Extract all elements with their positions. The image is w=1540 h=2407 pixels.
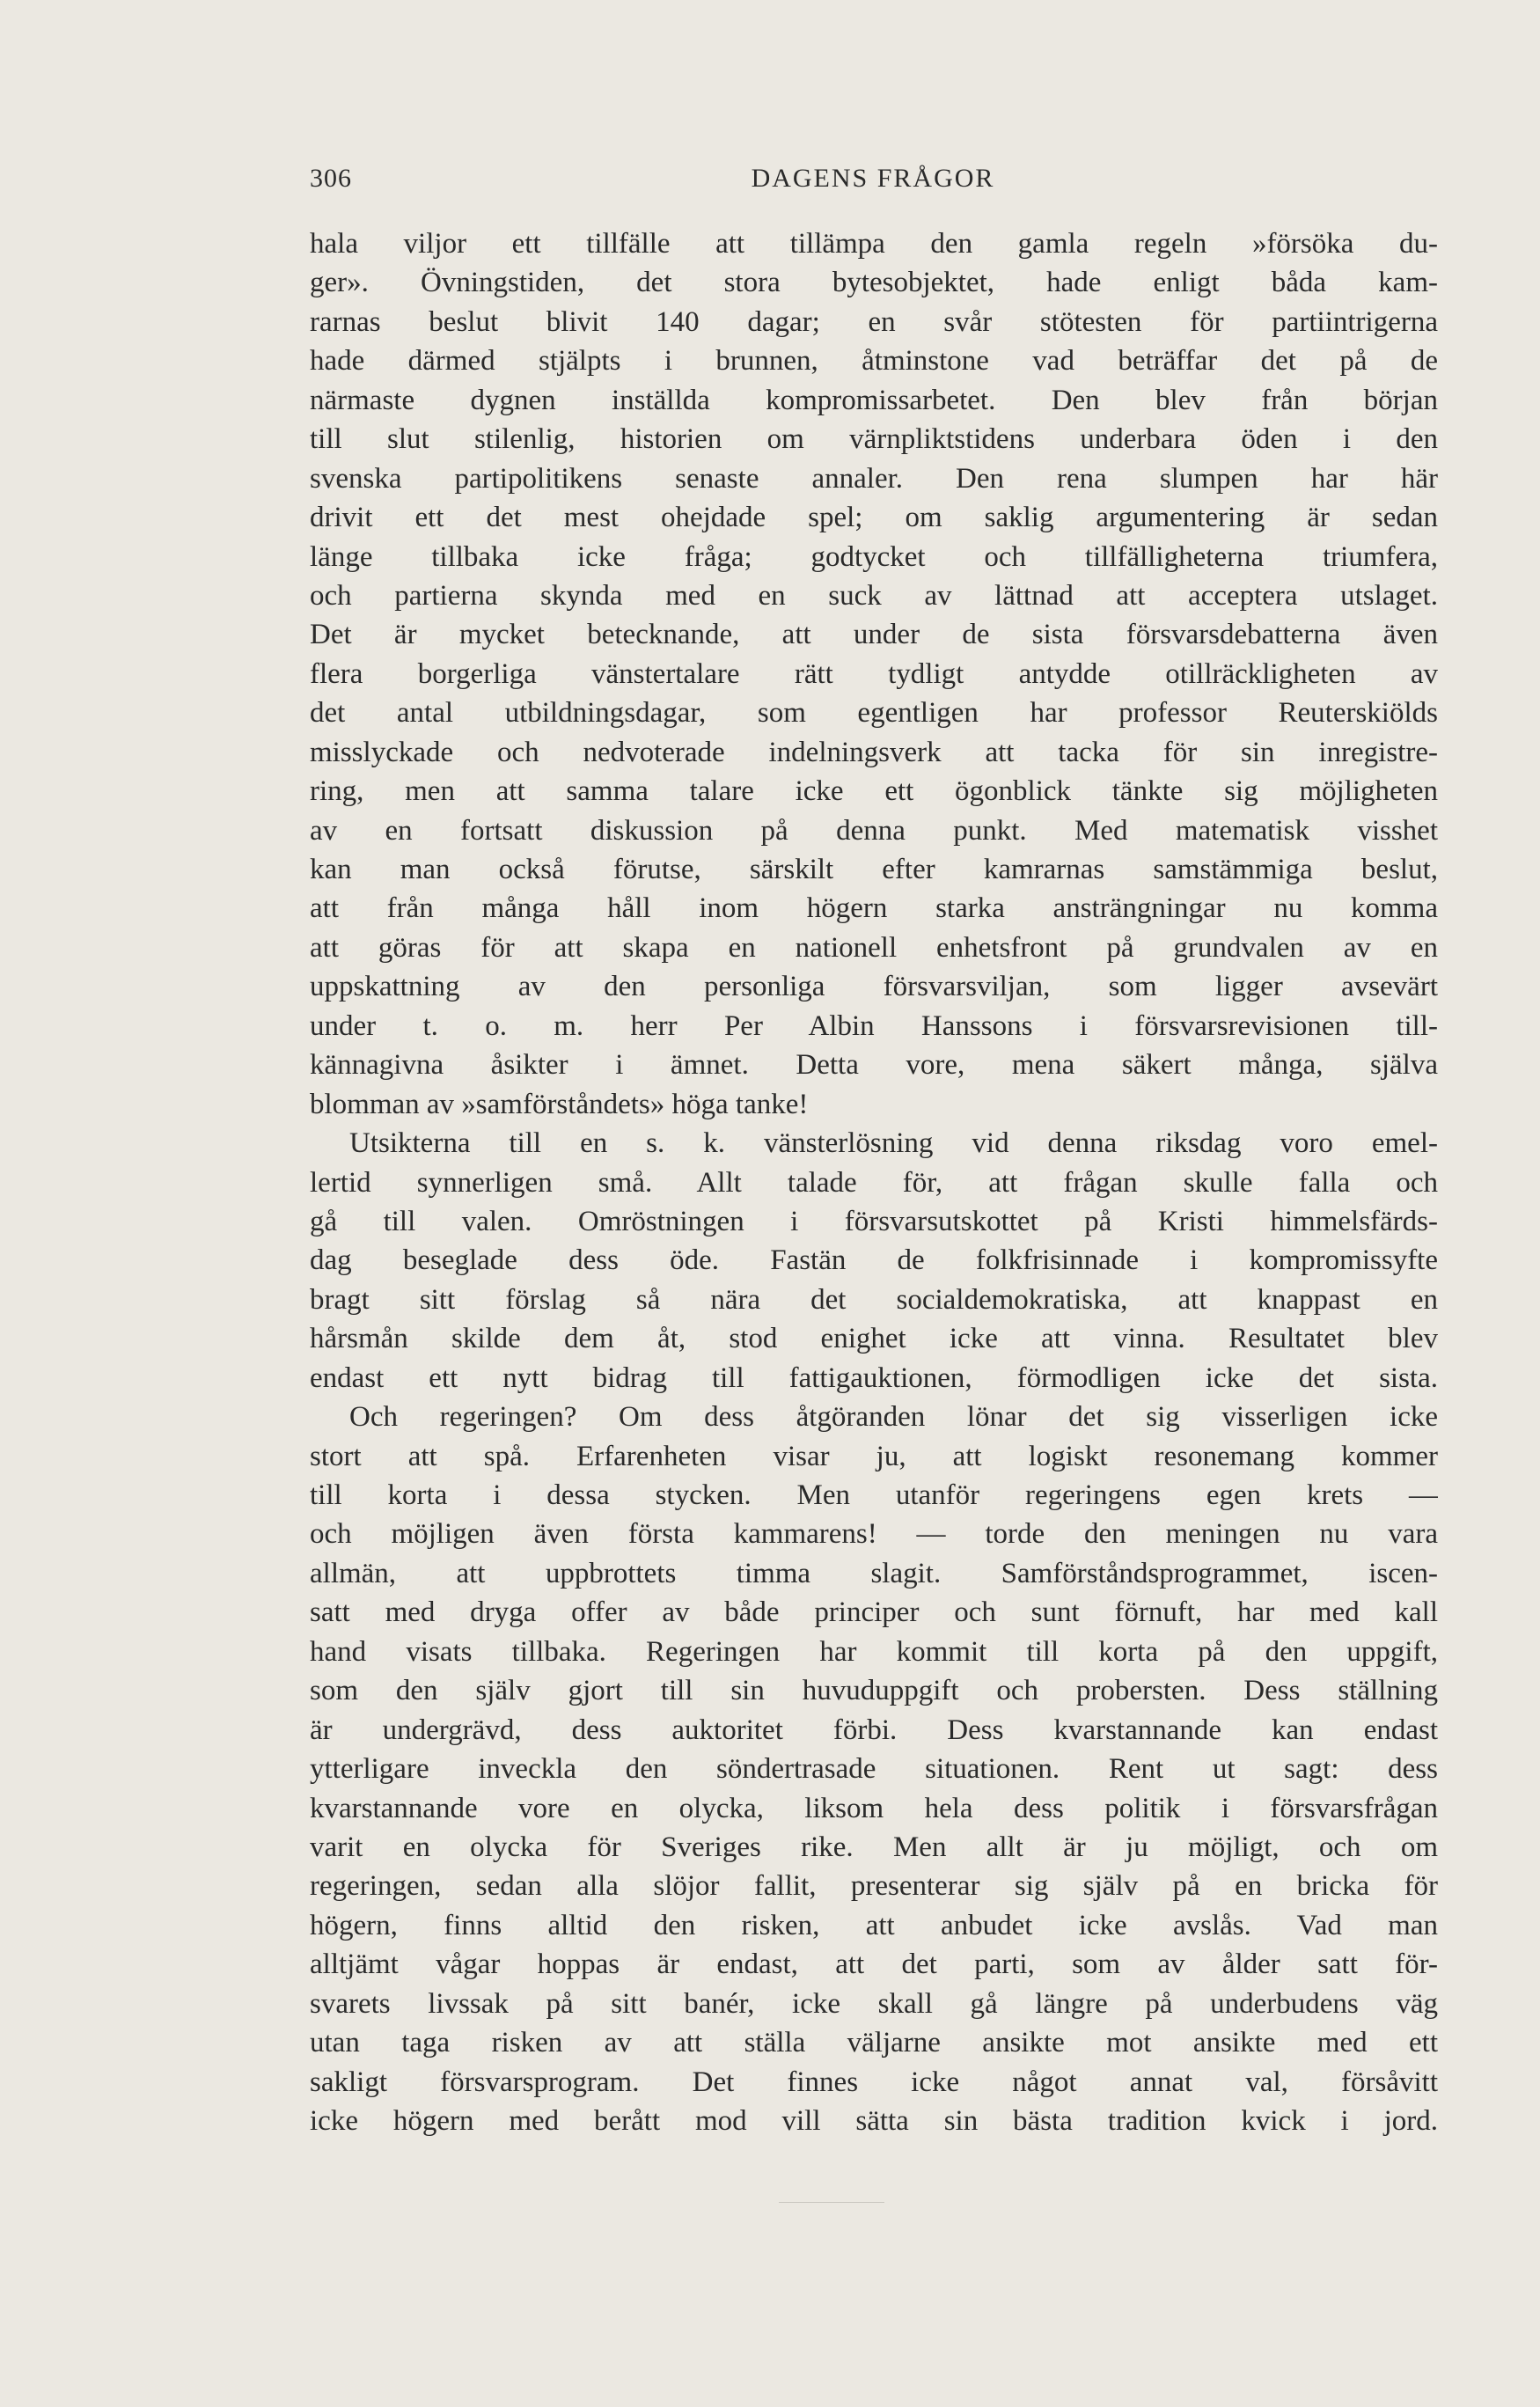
text-line: ring, men att samma talare icke ett ögonblick tänkte sig möjligheten [310, 775, 1438, 808]
text-line: drivit ett det mest ohejdade spel; om saklig argumentering är sedan [310, 502, 1438, 534]
text-line: hala viljor ett tillfälle att tillämpa den gamla regeln »försöka du- [310, 228, 1438, 260]
text-line: satt med dryga offer av både principer och sunt förnuft, har med kall [310, 1596, 1438, 1629]
text-line: rarnas beslut blivit 140 dagar; en svår stötesten för partiintrigerna [310, 305, 1438, 338]
text-line: kan man också förutse, särskilt efter kamrarnas samstämmiga beslut, [310, 854, 1438, 885]
text-line: regeringen, sedan alla slöjor fallit, presenterar sig själv på en bricka för [310, 1870, 1438, 1903]
text-line: uppskattning av den personliga försvarsviljan, som ligger avsevärt [310, 971, 1438, 1003]
text-line: alltjämt vågar hoppas är endast, att det parti, som av ålder satt för- [310, 1948, 1438, 1981]
text-line: Utsikterna till en s. k. vänsterlösning vid denna riksdag voro emel- [349, 1127, 1438, 1160]
text-line: stort att spå. Erfarenheten visar ju, att logiskt resonemang kommer [310, 1440, 1438, 1472]
text-line: endast ett nytt bidrag till fattigauktionen, förmodligen icke det sista. [310, 1361, 1438, 1394]
text-line: till slut stilenlig, historien om värnpliktstidens underbara öden i den [310, 423, 1438, 456]
text-line: lertid synnerligen små. Allt talade för, att frågan skulle falla och [310, 1166, 1438, 1199]
text-line: kännagivna åsikter i ämnet. Detta vore, mena säkert många, själva [310, 1049, 1438, 1082]
running-title: DAGENS FRÅGOR [751, 164, 995, 193]
page-number: 306 [310, 164, 352, 193]
text-line: av en fortsatt diskussion på denna punkt. Med matematisk visshet [310, 814, 1438, 847]
text-line: Och regeringen? Om dess åtgöranden lönar det sig visserligen icke [349, 1401, 1438, 1434]
text-line: är undergrävd, dess auktoritet förbi. Dess kvarstannande kan endast [310, 1714, 1438, 1746]
text-line: ytterligare inveckla den söndertrasade situationen. Rent ut sagt: dess [310, 1753, 1438, 1786]
text-line: högern, finns alltid den risken, att anbudet icke avslås. Vad man [310, 1909, 1438, 1941]
text-line: Det är mycket betecknande, att under de sista försvarsdebatterna även [310, 619, 1438, 651]
text-line: misslyckade och nedvoterade indelningsverk att tacka för sin inregistre- [310, 736, 1438, 768]
text-line: hårsmån skilde dem åt, stod enighet icke att vinna. Resultatet blev [310, 1323, 1438, 1355]
text-line: som den själv gjort till sin huvuduppgift och probersten. Dess ställning [310, 1675, 1438, 1707]
text-line: att från många håll inom högern starka ansträngningar nu komma [310, 892, 1438, 925]
text-line: under t. o. m. herr Per Albin Hanssons i försvarsrevisionen till- [310, 1009, 1438, 1042]
text-line: att göras för att skapa en nationell enhetsfront på grundvalen av en [310, 931, 1438, 964]
text-line: allmän, att uppbrottets timma slagit. Samförståndsprogrammet, iscen- [310, 1557, 1438, 1589]
text-line: det antal utbildningsdagar, som egentligen har professor Reuterskiölds [310, 697, 1438, 730]
text-line: icke högern med berått mod vill sätta sin bästa tradition kvick i jord. [310, 2105, 1438, 2137]
text-line: blomman av »samförståndets» höga tanke! [310, 1088, 809, 1120]
body-text [310, 224, 1438, 2140]
text-line: kvarstannande vore en olycka, liksom hela dess politik i försvarsfrågan [310, 1792, 1438, 1824]
bottom-divider [779, 2202, 884, 2203]
text-line: och partierna skynda med en suck av lättnad att acceptera utslaget. [310, 579, 1438, 612]
text-line: och möjligen även första kammarens! — torde den meningen nu vara [310, 1518, 1438, 1551]
text-line: dag beseglade dess öde. Fastän de folkfrisinnade i kompromissyfte [310, 1244, 1438, 1277]
text-line: varit en olycka för Sveriges rike. Men allt är ju möjligt, och om [310, 1831, 1438, 1863]
text-line: till korta i dessa stycken. Men utanför regeringens egen krets — [310, 1479, 1438, 1511]
text-line: svenska partipolitikens senaste annaler. Den rena slumpen har här [310, 462, 1438, 495]
text-line: länge tillbaka icke fråga; godtycket och tillfälligheterna triumfera, [310, 540, 1438, 573]
text-line: hade därmed stjälpts i brunnen, åtminstone vad beträffar det på de [310, 345, 1438, 378]
text-line: utan taga risken av att ställa väljarne ansikte mot ansikte med ett [310, 2027, 1438, 2059]
text-line: gå till valen. Omröstningen i försvarsutskottet på Kristi himmelsfärds- [310, 1205, 1438, 1237]
page-header [310, 164, 1436, 202]
text-line: ger». Övningstiden, det stora bytesobjektet, hade enligt båda kam- [310, 267, 1438, 299]
text-line: hand visats tillbaka. Regeringen har kommit till korta på den uppgift, [310, 1635, 1438, 1668]
text-line: flera borgerliga vänstertalare rätt tydligt antydde otillräckligheten av [310, 657, 1438, 690]
text-line: svarets livssak på sitt banér, icke skall gå längre på underbudens väg [310, 1987, 1438, 2020]
text-line: bragt sitt förslag så nära det socialdemokratiska, att knappast en [310, 1283, 1438, 1316]
text-line: sakligt försvarsprogram. Det finnes icke något annat val, försåvitt [310, 2066, 1438, 2098]
text-line: närmaste dygnen inställda kompromissarbetet. Den blev från början [310, 384, 1438, 416]
